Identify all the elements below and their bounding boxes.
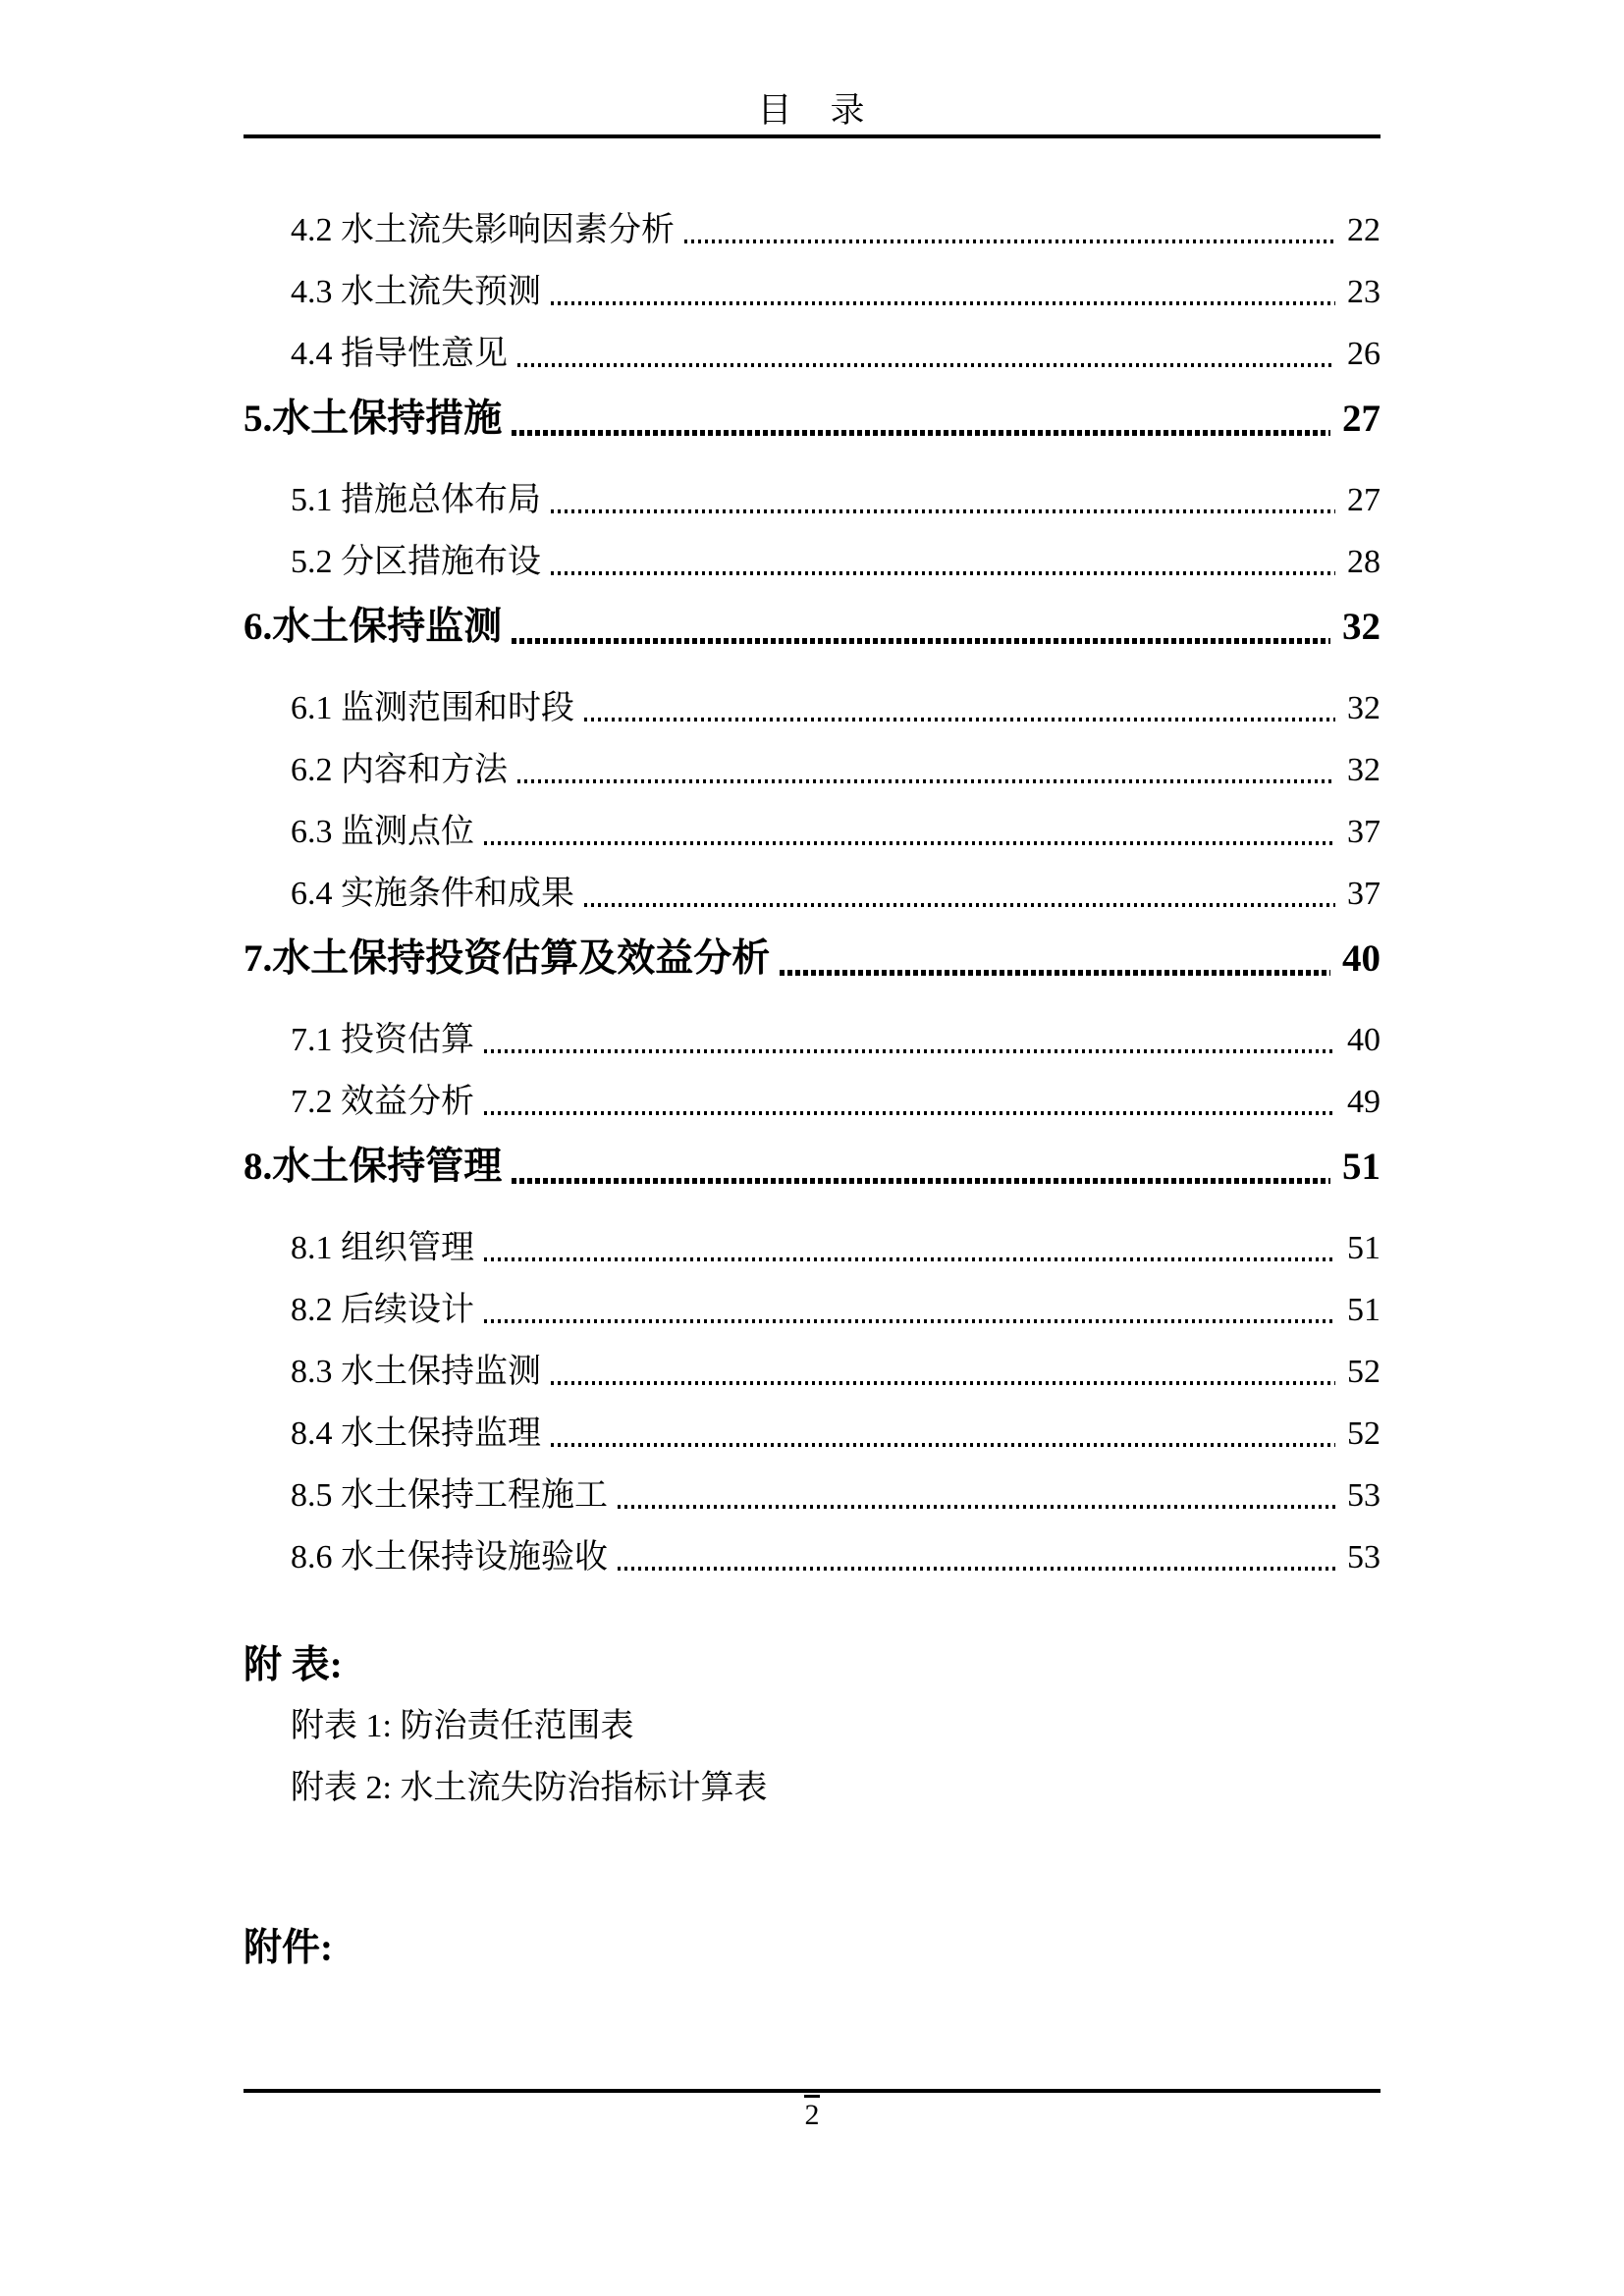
dot-leader bbox=[484, 841, 1335, 845]
toc-page-number: 51 bbox=[1342, 1146, 1380, 1188]
toc-entry[interactable] bbox=[244, 271, 1380, 314]
toc-page-number: 28 bbox=[1347, 544, 1380, 580]
footer bbox=[0, 2095, 1624, 2130]
page-number: 2 bbox=[804, 2099, 820, 2131]
toc-entry[interactable] bbox=[244, 1081, 1380, 1124]
toc-entry[interactable] bbox=[244, 1019, 1380, 1062]
dot-leader bbox=[618, 1505, 1335, 1509]
dot-leader bbox=[618, 1567, 1335, 1571]
toc-page-number: 52 bbox=[1347, 1415, 1380, 1452]
toc-page-number: 27 bbox=[1342, 398, 1380, 440]
toc-entry[interactable] bbox=[244, 395, 1380, 444]
toc-entry-label: 5.水土保持措施 bbox=[244, 398, 503, 440]
toc-entry[interactable] bbox=[244, 1536, 1380, 1579]
toc-entry[interactable] bbox=[244, 1143, 1380, 1192]
dot-leader bbox=[584, 903, 1335, 907]
toc-entry[interactable] bbox=[244, 1289, 1380, 1332]
toc-entry[interactable] bbox=[244, 934, 1380, 984]
dot-leader bbox=[780, 970, 1330, 976]
content-area bbox=[244, 0, 1380, 1973]
toc-entry[interactable] bbox=[244, 687, 1380, 730]
dot-leader bbox=[517, 779, 1335, 783]
toc-page-number: 53 bbox=[1347, 1477, 1380, 1514]
dot-leader bbox=[684, 240, 1335, 243]
dot-leader bbox=[484, 1049, 1335, 1053]
toc-entry[interactable] bbox=[244, 749, 1380, 792]
toc-entry-label: 8.6 水土保持设施验收 bbox=[291, 1539, 608, 1575]
appendix-table-item: 附表 2: 水土流失防治指标计算表 bbox=[291, 1770, 768, 1806]
page-title: 目 录 bbox=[757, 91, 867, 130]
toc-page-number: 27 bbox=[1347, 482, 1380, 518]
appendix-tables-heading: 附 表: bbox=[244, 1644, 343, 1686]
dot-leader bbox=[484, 1111, 1335, 1115]
toc-page-number: 32 bbox=[1347, 752, 1380, 788]
dot-leader bbox=[551, 1443, 1335, 1447]
toc-entry-label: 8.4 水土保持监理 bbox=[291, 1415, 541, 1452]
toc-page-number: 32 bbox=[1347, 690, 1380, 726]
dot-leader bbox=[512, 638, 1330, 644]
dot-leader bbox=[551, 571, 1335, 575]
toc-entry[interactable] bbox=[244, 603, 1380, 652]
footer-rule bbox=[244, 2089, 1380, 2093]
toc-page-number: 23 bbox=[1347, 274, 1380, 310]
dot-leader bbox=[484, 1319, 1335, 1323]
toc-entry[interactable] bbox=[244, 209, 1380, 252]
dot-leader bbox=[517, 363, 1335, 367]
toc-entry-label: 7.水土保持投资估算及效益分析 bbox=[244, 937, 771, 980]
dot-leader bbox=[551, 1381, 1335, 1385]
toc-entry-label: 8.3 水土保持监测 bbox=[291, 1354, 541, 1390]
toc-entry-label: 7.2 效益分析 bbox=[291, 1084, 474, 1120]
toc-entry-label: 6.水土保持监测 bbox=[244, 606, 503, 648]
toc-entry-label: 6.3 监测点位 bbox=[291, 814, 474, 850]
toc-page-number: 40 bbox=[1342, 937, 1380, 980]
toc-entry[interactable] bbox=[244, 1351, 1380, 1394]
toc-entry-label: 7.1 投资估算 bbox=[291, 1022, 474, 1058]
toc-page-number: 22 bbox=[1347, 212, 1380, 248]
toc-entry-label: 8.2 后续设计 bbox=[291, 1292, 474, 1328]
toc-page-number: 26 bbox=[1347, 336, 1380, 372]
toc-list bbox=[244, 138, 1380, 1579]
attachments-heading: 附件: bbox=[244, 1927, 333, 1969]
toc-entry-label: 4.3 水土流失预测 bbox=[291, 274, 541, 310]
dot-leader bbox=[551, 301, 1335, 305]
appendix-table-item: 附表 1: 防治责任范围表 bbox=[291, 1708, 634, 1744]
toc-entry[interactable] bbox=[244, 541, 1380, 584]
dot-leader bbox=[484, 1257, 1335, 1261]
toc-entry-label: 8.5 水土保持工程施工 bbox=[291, 1477, 608, 1514]
toc-page-number: 51 bbox=[1347, 1230, 1380, 1266]
toc-entry-label: 6.2 内容和方法 bbox=[291, 752, 508, 788]
toc-entry-label: 8.水土保持管理 bbox=[244, 1146, 503, 1188]
toc-entry[interactable] bbox=[244, 333, 1380, 376]
toc-entry-label: 5.1 措施总体布局 bbox=[291, 482, 541, 518]
toc-page-number: 40 bbox=[1347, 1022, 1380, 1058]
toc-page-number: 51 bbox=[1347, 1292, 1380, 1328]
toc-entry-label: 8.1 组织管理 bbox=[291, 1230, 474, 1266]
toc-entry[interactable] bbox=[244, 1227, 1380, 1270]
page-number-overline bbox=[804, 2095, 820, 2098]
toc-page-number: 37 bbox=[1347, 876, 1380, 912]
toc-entry[interactable] bbox=[244, 811, 1380, 854]
toc-entry-label: 4.2 水土流失影响因素分析 bbox=[291, 212, 675, 248]
dot-leader bbox=[551, 509, 1335, 513]
toc-page-number: 49 bbox=[1347, 1084, 1380, 1120]
toc-entry[interactable] bbox=[244, 1413, 1380, 1456]
toc-page-number: 32 bbox=[1342, 606, 1380, 648]
toc-page-number: 37 bbox=[1347, 814, 1380, 850]
toc-entry-label: 4.4 指导性意见 bbox=[291, 336, 508, 372]
toc-page-number: 53 bbox=[1347, 1539, 1380, 1575]
toc-entry[interactable] bbox=[244, 1474, 1380, 1518]
toc-entry-label: 6.1 监测范围和时段 bbox=[291, 690, 574, 726]
toc-page-number: 52 bbox=[1347, 1354, 1380, 1390]
toc-entry-label: 6.4 实施条件和成果 bbox=[291, 876, 574, 912]
toc-entry[interactable] bbox=[244, 873, 1380, 916]
dot-leader bbox=[512, 430, 1330, 436]
toc-entry-label: 5.2 分区措施布设 bbox=[291, 544, 541, 580]
toc-entry[interactable] bbox=[244, 479, 1380, 522]
dot-leader bbox=[512, 1178, 1330, 1184]
dot-leader bbox=[584, 718, 1335, 721]
